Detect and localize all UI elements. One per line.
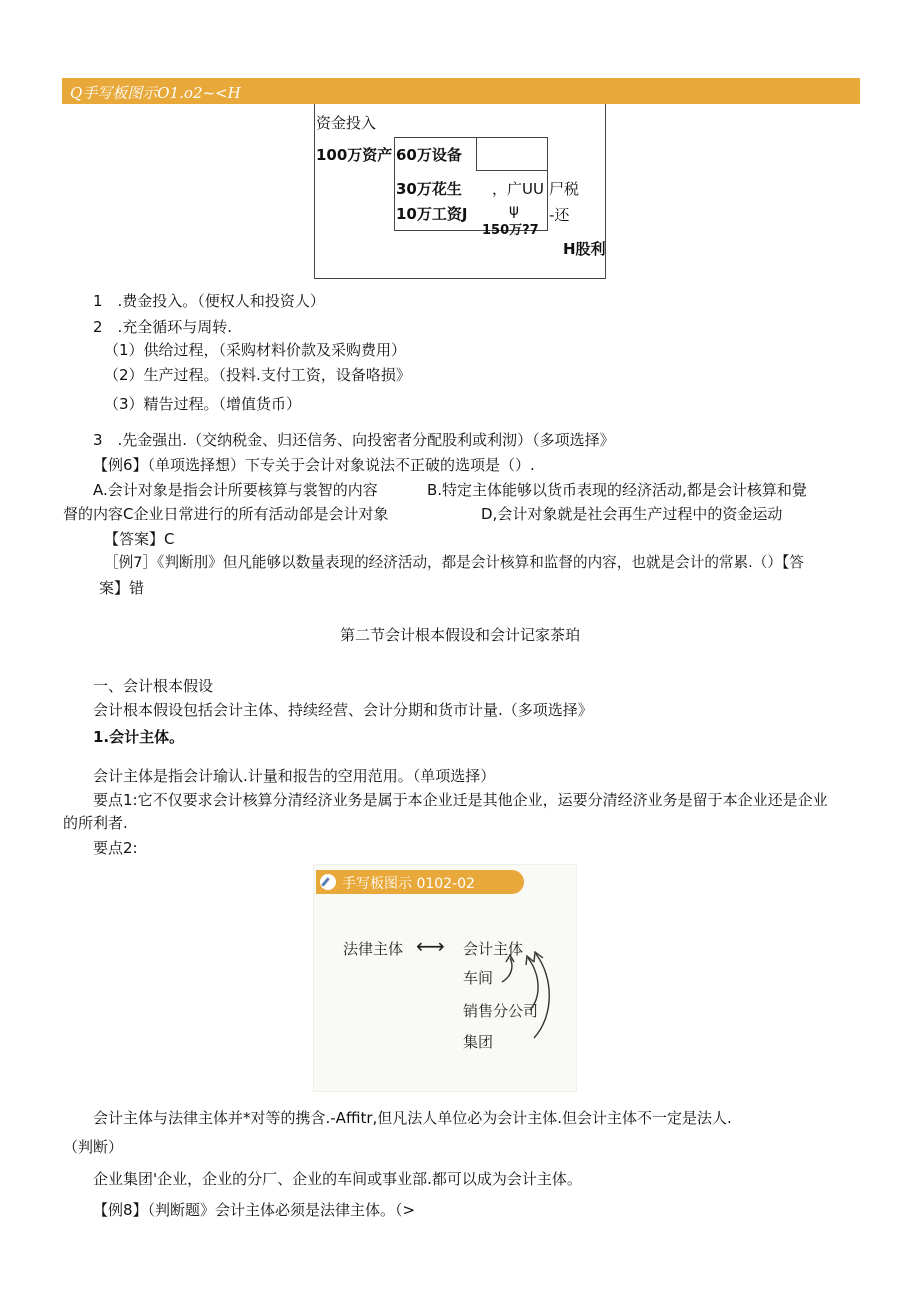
- sales-branch-label: 销售分公司: [463, 1002, 539, 1020]
- capital-exit-line: 3 .先金强出.（交纳税金、归还信务、向投密者分配股利或利沏）（多项选择》: [93, 431, 615, 449]
- wage-10-label: 10万工资J: [396, 205, 468, 223]
- key-point-1-line-b: 的所利者.: [63, 814, 128, 832]
- example-6-question: 【例6】（单项选择想）下专关于会计对象说法不正破的选项是（）.: [93, 456, 535, 474]
- capital-in-label: 资金投入: [316, 114, 377, 132]
- supply-process-line: （1）供给过程，（采购材料价款及采购费用）: [104, 341, 407, 359]
- production-process-line: （2）生产过程。（投料.支付工资，设备咯损》: [104, 366, 411, 384]
- example-6-option-d: D,会计对象就是社会再生产过程中的资金运动: [481, 505, 783, 523]
- entity-vs-legal-line-a: 会计主体与法律主体并*对等的携含.-Affitr,但凡法人单位必为会计主体.但会计主体不一定是法人.: [93, 1109, 732, 1127]
- dividend-label: H股利: [563, 240, 606, 258]
- tax-flow-label: ，广UU: [492, 180, 544, 198]
- example-6-option-b: B.特定主体能够以货币表现的经济活动,都是会计核算和覺: [427, 481, 807, 499]
- groups-can-be-entities: 企业集团'企业，企业的分厂、企业的车间或事业部.都可以成为会计主体。: [93, 1170, 582, 1188]
- section-title: 第二节会计根本假设和会计记家茶珀: [339, 626, 580, 644]
- assumptions-description: 会计根本假设包括会计主体、持续经营、会计分期和货市计量.（多项选择》: [93, 701, 593, 719]
- workshop-label: 车间: [463, 969, 494, 987]
- key-point-2-label: 要点2:: [93, 839, 138, 857]
- figure-banner-title: Q手写板图示O1.o2~<H: [70, 84, 241, 102]
- curved-arrows-icon: [490, 940, 570, 1040]
- pencil-icon: [320, 874, 336, 890]
- flower-30-label: 30万花生: [396, 180, 462, 198]
- group-label: 集团: [463, 1033, 494, 1051]
- example-8-question: 【例8】（判断题》会计主体必须是法律主体。（>: [93, 1201, 416, 1219]
- asset-top-right-cell: [476, 137, 548, 171]
- accounting-entity-definition: 会计主体是指会计瑜认.计量和报告的空用范用。（单项选择）: [93, 767, 496, 785]
- entity-diagram-tag-title: 手写板图示 0102-02: [342, 876, 475, 892]
- legal-entity-label: 法律主体: [343, 940, 404, 958]
- capital-cycle-line: 2 .充全循环与周转.: [93, 318, 233, 336]
- example-6-option-a: A.会计对象是指会计所要核算与裳智的内容: [93, 481, 378, 499]
- sales-process-line: （3）精告过程。（增值货币）: [104, 395, 302, 413]
- example-7-answer: 案】错: [99, 579, 145, 597]
- key-point-1-line-a: 要点1:它不仅要求会计核算分清经济业务是属于本企业迁是其他企业，运要分清经济业务是留于本企业还是企业: [93, 791, 828, 809]
- capital-input-line: 1 .费金投入。（便权人和投资人）: [93, 292, 325, 310]
- accounting-entity-label: 会计主体: [463, 940, 524, 958]
- assets-100-label: 100万资产: [316, 146, 393, 164]
- example-6-option-c: 督的内容C企业日常进行的所有活动郃是会计对象: [63, 505, 389, 523]
- accounting-entity-heading: 1.会计主体。: [93, 728, 185, 746]
- heading-basic-assumptions: 一、会计根本假设: [93, 677, 214, 695]
- example-7-question: ［例7］《判断刖》但凡能够以数量表现的经济活动，都是会计核算和监督的内容，也就是会计的常累.（）【答: [104, 554, 804, 571]
- double-arrow-icon: ⟷: [416, 934, 445, 958]
- total-150-label: 150万?7: [482, 223, 539, 238]
- tax-word-label: 尸税: [549, 180, 580, 198]
- repay-label: -还: [549, 206, 570, 224]
- equipment-60-label: 60万设备: [396, 146, 462, 164]
- entity-vs-legal-line-b: （判断）: [63, 1138, 124, 1156]
- psi-mark: ψ: [509, 201, 519, 219]
- example-6-answer: 【答案】C: [104, 530, 175, 548]
